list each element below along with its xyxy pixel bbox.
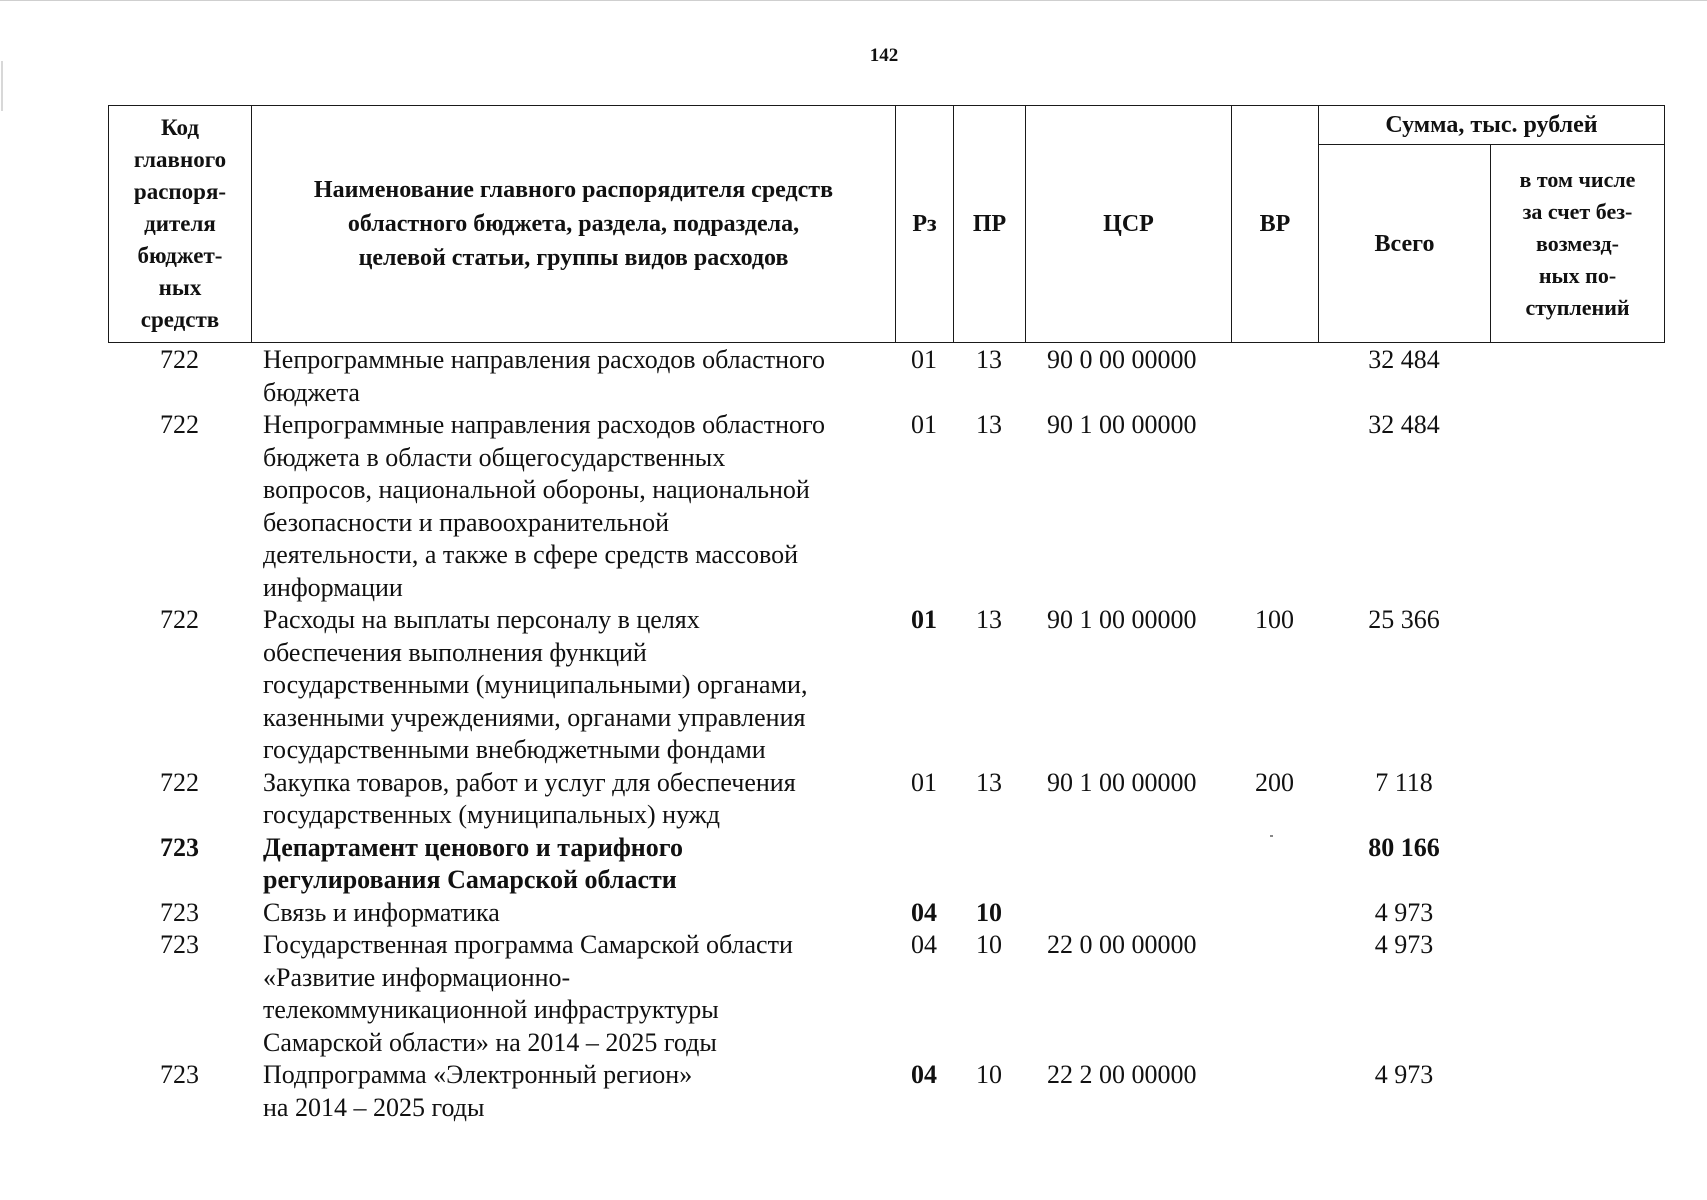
row-name: Закупка товаров, работ и услуг для обеспечения государственных (муниципальных) нужд [263, 767, 796, 829]
row-incl [1490, 1059, 1664, 1124]
row-csr: 90 1 00 00000 [1047, 410, 1197, 439]
row-total: 80 166 [1368, 832, 1440, 862]
header-csr: ЦСР [1026, 106, 1232, 343]
row-code: 723 [160, 1060, 199, 1089]
row-csr [1025, 832, 1231, 897]
row-name: Государственная программа Самарской области «Развитие информационно- телекоммуникационной инфраструктуры Самарской области» на 2014 – 2025 годы [263, 930, 793, 1057]
table-row [108, 1059, 1664, 1124]
row-name: Подпрограмма «Электронный регион» на 2014 – 2025 годы [263, 1060, 693, 1122]
row-vr: 100 [1255, 605, 1294, 634]
row-total: 4 973 [1374, 897, 1434, 927]
row-csr: 22 0 00 00000 [1047, 930, 1197, 959]
row-rz: 01 [911, 345, 937, 374]
scan-speck [1270, 835, 1273, 837]
row-vr [1231, 409, 1318, 604]
page-number: 142 [869, 45, 899, 66]
row-pr [953, 832, 1025, 897]
row-name: Непрограммные направления расходов областного бюджета [263, 345, 825, 407]
row-name: Расходы на выплаты персоналу в целях обеспечения выполнения функций государственными (муниципальными) органами, казенными учреждениями, органами управления государственными внебюджетными фондами [263, 605, 808, 764]
row-code: 722 [160, 345, 199, 374]
row-csr [1025, 897, 1231, 930]
row-total: 4 973 [1374, 1060, 1434, 1089]
row-incl [1490, 604, 1664, 767]
scan-edge-mark [1, 61, 3, 111]
table-row [108, 344, 1664, 409]
header-pr: ПР [954, 106, 1026, 343]
row-name: Департамент ценового и тарифного регулирования Самарской области [263, 832, 683, 894]
row-code: 723 [160, 930, 199, 959]
row-pr: 10 [976, 1060, 1002, 1089]
row-pr: 13 [976, 410, 1002, 439]
row-name: Непрограммные направления расходов областного бюджета в области общегосударственных вопросов, национальной обороны, национальной безопасности и правоохранительной деятельности, а также в сфере средств массовой информации [263, 410, 825, 602]
row-incl [1490, 897, 1664, 930]
row-rz: 04 [911, 1060, 937, 1089]
header-rz: Рз [896, 106, 954, 343]
row-code: 722 [160, 605, 199, 634]
row-incl [1490, 344, 1664, 409]
row-pr: 13 [976, 767, 1002, 797]
table-row [108, 767, 1664, 832]
row-code: 723 [160, 897, 199, 927]
row-rz: 01 [911, 410, 937, 439]
table-row [108, 409, 1664, 604]
row-pr: 10 [976, 897, 1002, 927]
header-name: Наименование главного распорядителя средств областного бюджета, раздела, подраздела, целевой статьи, группы видов расходов [252, 106, 896, 343]
header-code: Код главного распоря- дителя бюджет- ных средств [109, 106, 252, 343]
row-rz: 04 [911, 930, 937, 959]
table-row [108, 897, 1664, 930]
row-pr: 10 [976, 930, 1002, 959]
row-vr [1231, 344, 1318, 409]
row-csr: 22 2 00 00000 [1047, 1060, 1197, 1089]
table-row [108, 929, 1664, 1059]
row-rz: 01 [911, 767, 937, 797]
row-pr: 13 [976, 605, 1002, 634]
row-total: 4 973 [1374, 930, 1434, 959]
row-vr [1231, 929, 1318, 1059]
table-header [108, 105, 1665, 343]
header-vr: ВР [1232, 106, 1319, 343]
row-code: 723 [160, 832, 199, 862]
header-total: Всего [1319, 145, 1491, 343]
row-vr [1231, 832, 1318, 897]
row-rz: 04 [911, 897, 937, 927]
row-name: Связь и информатика [263, 897, 500, 927]
row-rz [895, 832, 953, 897]
row-csr: 90 1 00 00000 [1047, 605, 1197, 634]
header-incl: в том числе за счет без- возмезд- ных по- ступлений [1491, 145, 1665, 343]
row-csr: 90 1 00 00000 [1047, 767, 1197, 797]
row-incl [1490, 409, 1664, 604]
row-csr: 90 0 00 00000 [1047, 345, 1197, 374]
row-incl [1490, 832, 1664, 897]
header-sum-title: Сумма, тыс. рублей [1319, 106, 1665, 145]
table-row [108, 832, 1664, 897]
table-body [108, 344, 1664, 1124]
row-vr [1231, 1059, 1318, 1124]
row-pr: 13 [976, 345, 1002, 374]
row-code: 722 [160, 410, 199, 439]
row-total: 25 366 [1368, 605, 1440, 634]
row-total: 32 484 [1368, 345, 1440, 374]
row-vr: 200 [1255, 767, 1294, 797]
table-row [108, 604, 1664, 767]
row-rz: 01 [911, 605, 937, 634]
row-incl [1490, 767, 1664, 832]
row-incl [1490, 929, 1664, 1059]
row-total: 7 118 [1375, 767, 1433, 797]
row-total: 32 484 [1368, 410, 1440, 439]
row-code: 722 [160, 767, 199, 797]
row-vr [1231, 897, 1318, 930]
